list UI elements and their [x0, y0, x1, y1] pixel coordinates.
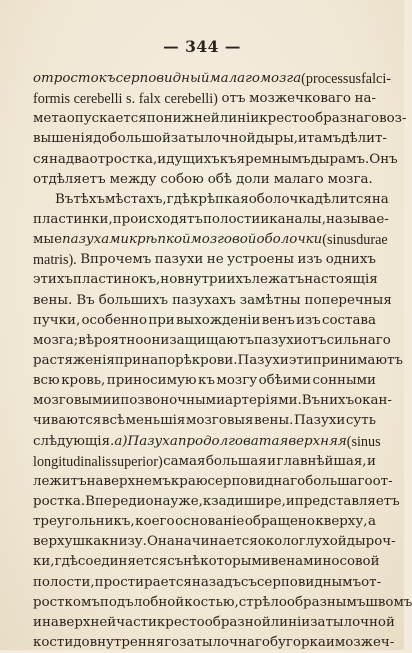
text-line [33, 452, 376, 472]
word: лобной [133, 594, 185, 610]
word: кости [33, 634, 74, 650]
word: между [109, 171, 157, 187]
word: (sinus [346, 433, 381, 450]
word: вышенія [33, 131, 94, 147]
word: большой [109, 131, 171, 147]
word: longitudinalis [33, 453, 112, 470]
text-line [33, 432, 381, 452]
text-line [33, 512, 376, 532]
word: пластинки, [33, 211, 113, 227]
word: съ [167, 554, 184, 570]
word: оболочка [248, 191, 315, 207]
word: superior) [111, 453, 163, 470]
word: на [371, 191, 389, 207]
word: на [86, 473, 104, 489]
text-line [33, 150, 398, 170]
word: пластинокъ, [72, 272, 161, 288]
word: отъ [302, 332, 327, 348]
page-number: — 344 — [163, 37, 241, 56]
word: соединяется [77, 554, 168, 570]
word: поперечныя [304, 292, 392, 308]
word: мозга; [33, 332, 79, 348]
word: тѣхъ [73, 191, 105, 207]
word: Впрочемъ [80, 252, 152, 268]
word: швомъ [365, 594, 412, 610]
word: называе- [325, 211, 389, 227]
word: s. [126, 91, 136, 108]
word: Онъ [369, 151, 398, 167]
word: вѣроятно [78, 332, 144, 348]
word: крестообразной [156, 614, 271, 630]
word: кверху, [315, 514, 368, 530]
text-line [33, 573, 382, 593]
word: ростка. [33, 493, 86, 509]
word: и [366, 453, 376, 469]
text-line [33, 190, 389, 210]
text-line [33, 532, 396, 552]
word: напорѣ [141, 352, 192, 368]
text-line [33, 552, 380, 572]
word: меньшія [125, 413, 186, 429]
word: воз- [379, 111, 407, 127]
word: продолговатая [177, 433, 289, 449]
word: стрѣлообразнымъ [238, 594, 366, 610]
word: гдѣ [166, 191, 190, 207]
word: дыры, [255, 131, 298, 147]
word: кзади [202, 493, 244, 509]
word: серповиднаго [207, 473, 306, 489]
word: обѣими [258, 373, 312, 389]
word: falx [138, 91, 161, 108]
word: Пазухи [294, 413, 346, 429]
word: растяженія [33, 352, 115, 368]
word: слѣдующія. [33, 433, 115, 449]
word: отъ [221, 91, 246, 107]
word: начинается [174, 534, 258, 550]
word: каналы, [269, 211, 326, 227]
word: и [33, 614, 42, 630]
word: полости [202, 211, 261, 227]
word: обращено [244, 514, 315, 530]
word: нѣкоторыми [183, 554, 271, 570]
text-line [33, 109, 407, 129]
word: обѣ [207, 171, 232, 187]
word: самая [163, 453, 206, 469]
word: вены. [33, 292, 73, 308]
word: затылочной [310, 614, 395, 630]
text-line [33, 230, 388, 250]
word: коего [135, 514, 175, 530]
word: собою [160, 171, 204, 187]
word: до [73, 634, 90, 650]
word: formis [33, 91, 71, 108]
word: краю [170, 473, 208, 489]
word: идущихъ [157, 151, 220, 167]
word: на [41, 614, 59, 630]
word: венами [270, 554, 323, 570]
word: при [114, 352, 142, 368]
word: нижней [163, 111, 220, 127]
word: лежатъ [251, 272, 305, 288]
word: части [116, 614, 157, 630]
text-line [33, 270, 376, 290]
word: росткомъ [33, 594, 100, 610]
word: гдѣ [54, 554, 78, 570]
word: мые [33, 232, 62, 248]
word: пазухи [154, 252, 204, 268]
word: тамъ [306, 131, 342, 147]
text-line [33, 250, 376, 270]
word: всю [33, 373, 60, 389]
text-line [33, 69, 391, 89]
word: мозгу [216, 373, 258, 389]
word: чиваются [33, 413, 102, 429]
word: отростокъ [33, 71, 116, 86]
word: принимаютъ [312, 352, 403, 368]
word: серповиднымъ [256, 574, 362, 590]
word: книзу. [101, 534, 147, 550]
word: вены. [254, 413, 294, 429]
word: шире, [243, 493, 286, 509]
word: лежитъ [33, 473, 87, 489]
word: (sinus [322, 232, 357, 249]
word: и [285, 493, 295, 509]
word: верхнемъ [103, 473, 171, 489]
text-line [33, 613, 395, 633]
word: дыроч- [346, 534, 396, 550]
text-line [33, 492, 400, 512]
word: cerebelli) [164, 91, 218, 108]
word: серповидный [115, 71, 210, 86]
word: пазухами [62, 232, 129, 248]
word: венъ [261, 312, 295, 328]
word: от- [361, 574, 382, 590]
word: съ [240, 574, 257, 590]
word: большая [205, 453, 267, 469]
word: верхней [58, 614, 117, 630]
page-body-text [33, 69, 412, 653]
word: около [257, 534, 299, 550]
word: къ [219, 151, 237, 167]
word: представляетъ [294, 493, 400, 509]
word: глухой [298, 534, 347, 550]
word: дырамъ. [310, 151, 370, 167]
word: верхняя [288, 433, 347, 449]
word: а [368, 514, 376, 530]
word: происходятъ [112, 211, 203, 227]
word: большихъ [98, 292, 169, 308]
word: мозжеч- [334, 634, 395, 650]
word: кровь, [61, 373, 106, 389]
word: изъ [295, 312, 321, 328]
word: внутренняго [89, 634, 180, 650]
word: основаніе [175, 514, 245, 530]
word: суть [345, 413, 376, 429]
word: крѣпкой [128, 232, 191, 248]
word: верхушка [33, 534, 102, 550]
word: и [297, 131, 307, 147]
word: артеріями. [225, 393, 302, 409]
word: мозговой [190, 232, 257, 248]
word: по [146, 111, 164, 127]
word: затылочнаго [179, 634, 270, 650]
word: на [48, 151, 66, 167]
word: подъ [99, 594, 134, 610]
word: Пазуха [127, 433, 178, 449]
word: окан- [354, 393, 392, 409]
word: доли [235, 171, 270, 187]
text-line [33, 391, 392, 411]
word: matris). [33, 252, 77, 269]
word: треугольникъ, [33, 514, 135, 530]
text-line [33, 351, 403, 371]
word: однихъ [325, 252, 376, 268]
word: falci- [361, 71, 391, 87]
word: выхожденіи [176, 312, 261, 328]
word: и [325, 634, 335, 650]
word: крестообразнаго [259, 111, 380, 127]
word: не [206, 252, 224, 268]
word: внутри [177, 272, 227, 288]
word: особенно [81, 312, 148, 328]
word: приносимую [106, 373, 197, 389]
text-line [33, 89, 376, 109]
word: мета [33, 111, 67, 127]
text-line [33, 129, 387, 149]
word: позвоночными [120, 393, 225, 409]
word: крѣпкая [190, 191, 249, 207]
word: носовой [322, 554, 380, 570]
text-line [33, 371, 376, 391]
word: главнѣйшая, [276, 453, 367, 469]
word: пазухи [254, 332, 303, 348]
word: Въ [301, 393, 321, 409]
word: Пазухи [237, 352, 289, 368]
word: cerebelli [73, 91, 123, 108]
word: они [143, 332, 170, 348]
word: мозга [259, 71, 302, 86]
word: сильнаго [326, 332, 391, 348]
word: мозговыя [185, 413, 254, 429]
word: назадъ [191, 574, 241, 590]
word: крови. [191, 352, 238, 368]
word: этихъ [33, 272, 73, 288]
word: отдѣляетъ [33, 171, 106, 187]
text-line [33, 170, 376, 190]
word: но [160, 272, 178, 288]
word: нихъ [320, 393, 355, 409]
word: а) [114, 433, 128, 449]
word: Въ [76, 292, 95, 308]
word: и [267, 453, 277, 469]
word: durae [356, 232, 388, 249]
word: сонными [312, 373, 376, 389]
word: ихъ [226, 272, 252, 288]
word: при [148, 312, 175, 328]
word: Въ [55, 191, 74, 207]
word: Она [146, 534, 175, 550]
word: замѣтны [239, 292, 301, 308]
word: устроены [227, 252, 295, 268]
word: затылочной [170, 131, 256, 147]
text-line [33, 291, 392, 311]
text-line [33, 633, 395, 653]
word: простирается [94, 574, 192, 590]
word: пазухахъ [172, 292, 236, 308]
word: (processus [301, 71, 362, 87]
word: и [111, 393, 121, 409]
word: она [145, 493, 171, 509]
word: бугорка [269, 634, 326, 650]
word: костью, [184, 594, 239, 610]
word: всѣ [101, 413, 126, 429]
word: линіи [270, 614, 311, 630]
word: линіи [219, 111, 260, 127]
word: мѣстахъ, [104, 191, 167, 207]
word: малаго [209, 71, 260, 86]
word: два [65, 151, 90, 167]
word: пучки, [33, 312, 81, 328]
word: къ [198, 373, 215, 389]
word: мозговыми [33, 393, 112, 409]
word: мозжечковаго [249, 91, 351, 107]
word: яремнымъ [236, 151, 311, 167]
word: до [93, 131, 110, 147]
word: ся [33, 151, 49, 167]
word: оболочки [256, 232, 323, 248]
word: состава [321, 312, 376, 328]
word: полости, [33, 574, 95, 590]
word: и [260, 211, 270, 227]
word: малаго [273, 171, 324, 187]
word: дѣлит- [341, 131, 387, 147]
word: настоящія [304, 272, 378, 288]
word: уже, [170, 493, 203, 509]
text-line [33, 210, 389, 230]
word: эти [288, 352, 313, 368]
text-line [33, 311, 376, 331]
word: большаго [305, 473, 373, 489]
word: на- [354, 91, 376, 107]
word: изъ [297, 252, 323, 268]
word: от- [372, 473, 393, 489]
word: ки, [33, 554, 55, 570]
word: опускается [66, 111, 147, 127]
word: Впереди [85, 493, 146, 509]
word: отростка, [89, 151, 158, 167]
word: мозга. [327, 171, 373, 187]
word: защищаютъ [169, 332, 254, 348]
text-line [33, 472, 393, 492]
word: дѣлится [314, 191, 372, 207]
text-line [33, 593, 412, 613]
text-line [33, 331, 391, 351]
text-line [33, 411, 376, 431]
